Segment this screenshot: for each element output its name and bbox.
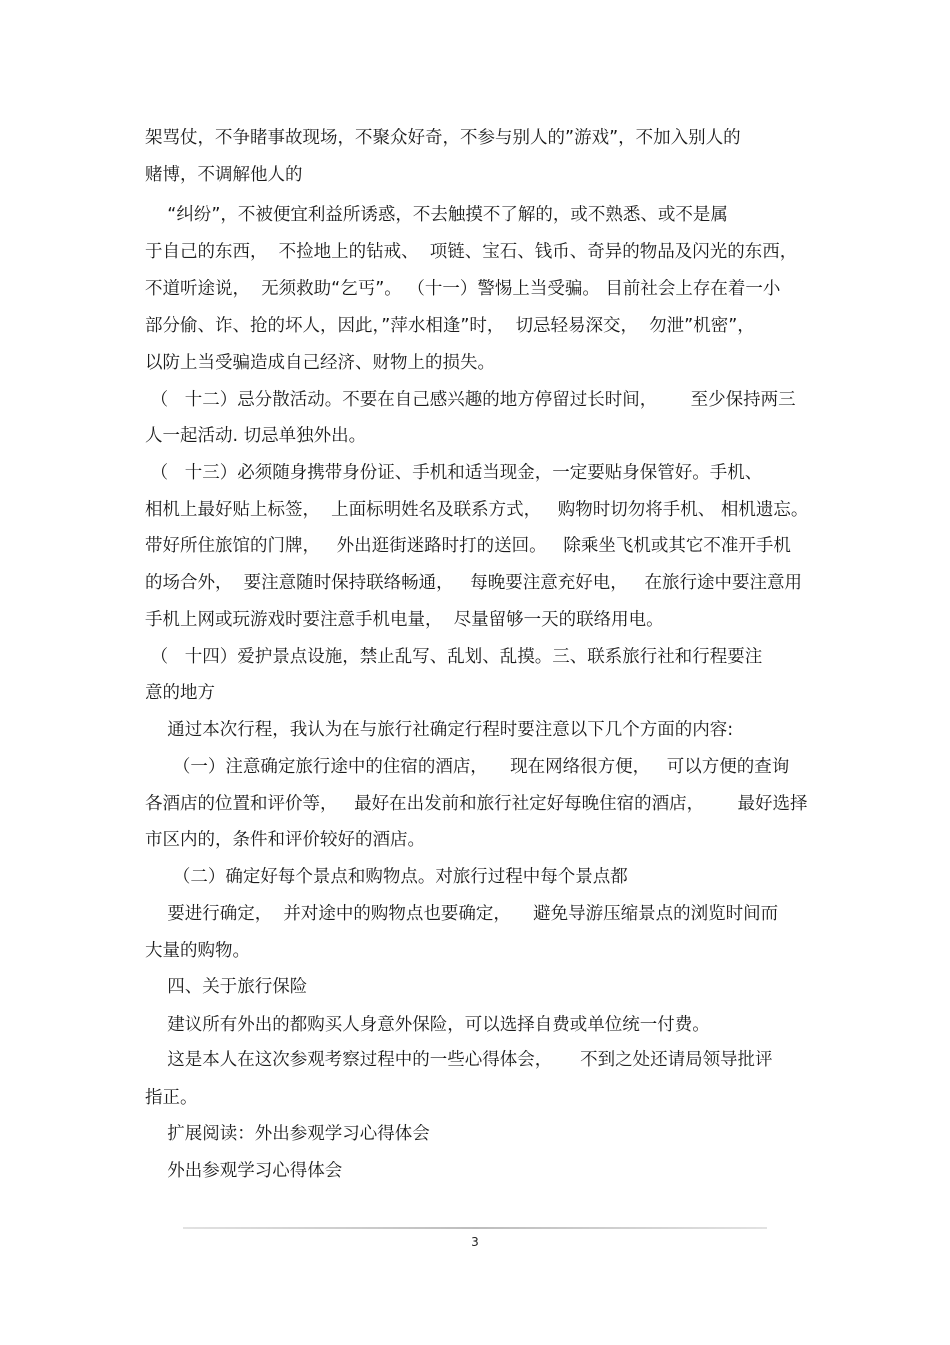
body-text-line: 的场合外， 要注意随时保持联络畅通， 每晚要注意充好电， 在旅行途中要注意用 xyxy=(145,573,802,593)
body-text-line: 大量的购物。 xyxy=(145,941,250,961)
body-text-line: 市区内的，条件和评价较好的酒店。 xyxy=(145,830,425,850)
body-text-line: “纠纷”，不被便宜利益所诱惑，不去触摸不了解的，或不熟悉、或不是属 xyxy=(145,205,728,225)
section-heading: 四、关于旅行保险 xyxy=(145,977,308,997)
body-text-line: （ 十三）必须随身携带身份证、手机和适当现金，一定要贴身保管好。手机、 xyxy=(145,463,763,483)
body-text-line: 要进行确定， 并对途中的购物点也要确定， 避免导游压缩景点的浏览时间而 xyxy=(145,904,779,924)
body-text-line: （ 十四）爱护景点设施，禁止乱写、乱划、乱摸。三、联系旅行社和行程要注 xyxy=(145,647,763,667)
body-text-line: 意的地方 xyxy=(145,683,215,703)
footer-divider xyxy=(183,1227,767,1229)
body-text-line: 这是本人在这次参观考察过程中的一些心得体会， 不到之处还请局领导批评 xyxy=(145,1050,773,1070)
body-text-line: 指正。 xyxy=(145,1088,198,1108)
body-text-line: 以防上当受骗造成自己经济、财物上的损失。 xyxy=(145,353,495,373)
body-text-line: 建议所有外出的都购买人身意外保险，可以选择自费或单位统一付费。 xyxy=(145,1015,710,1035)
body-text-line: 相机上最好贴上标签， 上面标明姓名及联系方式， 购物时切勿将手机、 相机遗忘。 xyxy=(145,500,809,520)
body-text-line: （ 十二）忌分散活动。不要在自己感兴趣的地方停留过长时间， 至少保持两三 xyxy=(145,390,796,410)
body-text-line: 架骂仗，不争睹事故现场，不聚众好奇，不参与别人的”游戏”，不加入别人的 xyxy=(145,128,741,148)
body-text-line: 部分偷、诈、抢的坏人，因此，”萍水相逢”时， 切忌轻易深交， 勿泄”机密”， xyxy=(145,316,755,336)
body-text-line: 于自己的东西， 不捡地上的钻戒、 项链、宝石、钱币、奇异的物品及闪光的东西， xyxy=(145,242,798,262)
body-text-line: 不道听途说， 无须救助“乞丐”。 （十一）警惕上当受骗。 目前社会上存在着一小 xyxy=(145,279,781,299)
page-number: 3 xyxy=(471,1235,479,1249)
body-text-line: （一）注意确定旅行途中的住宿的酒店， 现在网络很方便， 可以方便的查询 xyxy=(145,757,790,777)
body-text-line: 扩展阅读：外出参观学习心得体会 xyxy=(145,1124,430,1144)
body-text-line: 通过本次行程，我认为在与旅行社确定行程时要注意以下几个方面的内容: xyxy=(145,720,734,740)
body-text-line: 人一起活动. 切忌单独外出。 xyxy=(145,426,367,446)
body-text-line: 各酒店的位置和评价等， 最好在出发前和旅行社定好每晚住宿的酒店， 最好选择 xyxy=(145,794,808,814)
body-text-line: 带好所住旅馆的门牌， 外出逛街迷路时打的送回。 除乘坐飞机或其它不准开手机 xyxy=(145,536,791,556)
body-text-line: 外出参观学习心得体会 xyxy=(145,1161,343,1181)
body-text-line: （二）确定好每个景点和购物点。对旅行过程中每个景点都 xyxy=(145,867,628,887)
body-text-line: 手机上网或玩游戏时要注意手机电量， 尽量留够一天的联络用电。 xyxy=(145,610,664,630)
body-text-line: 赌博，不调解他人的 xyxy=(145,165,303,185)
